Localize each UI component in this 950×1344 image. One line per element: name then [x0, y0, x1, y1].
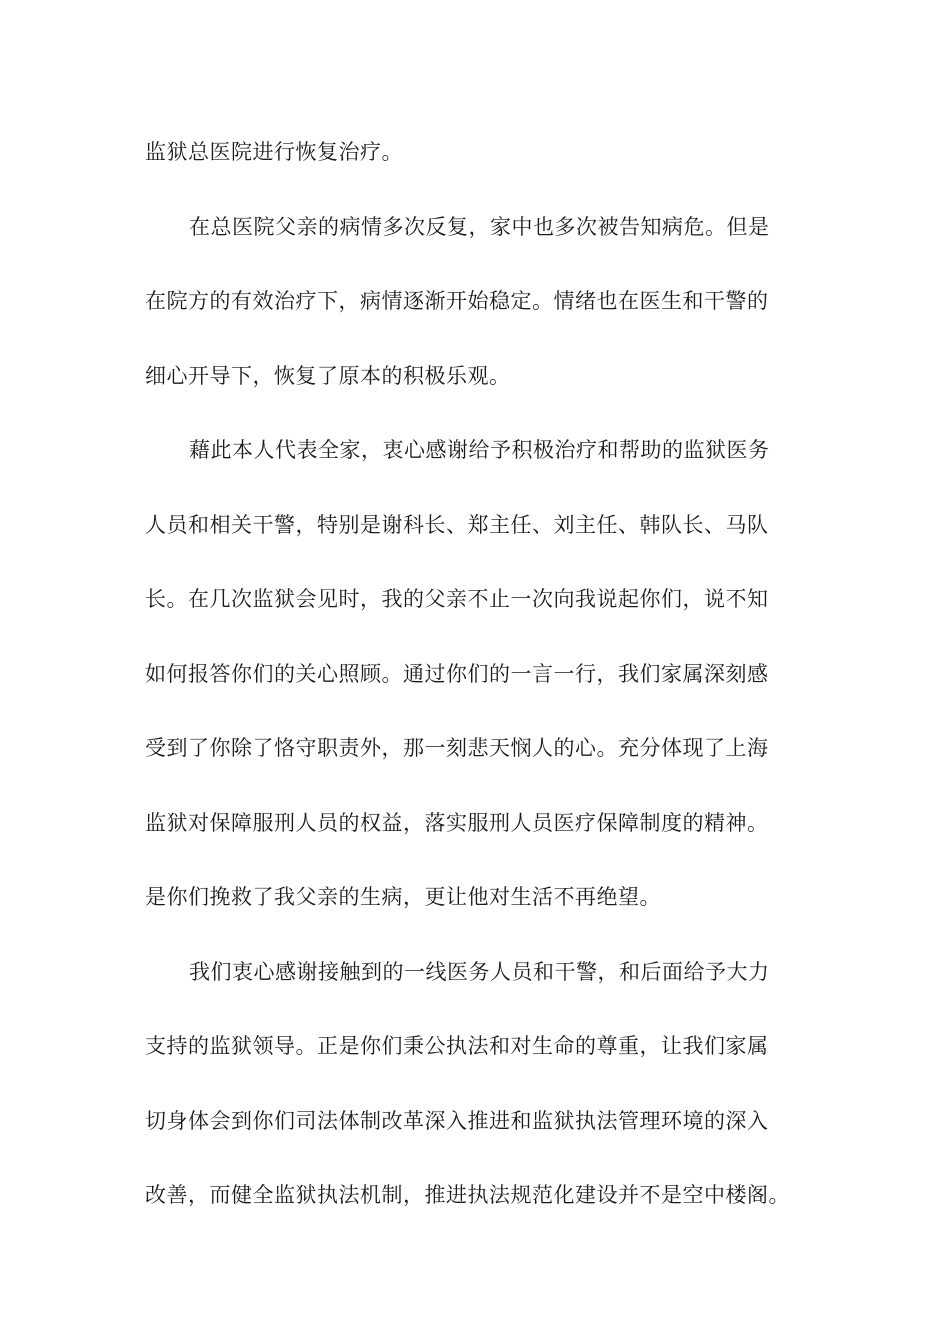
text-line: 是你们挽救了我父亲的生病，更让他对生活不再绝望。: [145, 885, 661, 909]
text-line: 藉此本人代表全家，衷心感谢给予积极治疗和帮助的监狱医务: [189, 438, 770, 462]
text-line: 人员和相关干警，特别是谢科长、郑主任、刘主任、韩队长、马队: [145, 512, 769, 537]
text-line: 在院方的有效治疗下，病情逐渐开始稳定。情绪也在医生和干警的: [145, 289, 769, 313]
text-line: 支持的监狱领导。正是你们秉公执法和对生命的尊重，让我们家属: [145, 1034, 769, 1058]
text-line: 我们衷心感谢接触到的一线医务人员和干警，和后面给予大力: [189, 959, 770, 984]
document-body: [145, 130, 825, 1248]
text-line: 在总医院父亲的病情多次反复，家中也多次被告知病危。但是: [189, 214, 770, 239]
text-line: 改善，而健全监狱执法机制，推进执法规范化建设并不是空中楼阁。: [145, 1183, 790, 1207]
text-line: 长。在几次监狱会见时，我的父亲不止一次向我说起你们，说不知: [145, 587, 769, 611]
text-line: 切身体会到你们司法体制改革深入推进和监狱执法管理环境的深入: [145, 1108, 769, 1133]
text-line: 监狱对保障服刑人员的权益，落实服刑人员医疗保障制度的精神。: [145, 810, 769, 835]
text-line: 如何报答你们的关心照顾。通过你们的一言一行，我们家属深刻感: [145, 661, 769, 686]
text-line: 监狱总医院进行恢复治疗。: [145, 140, 403, 164]
text-line: 受到了你除了恪守职责外，那一刻悲天悯人的心。充分体现了上海: [145, 736, 769, 760]
text-line: 细心开导下，恢复了原本的积极乐观。: [145, 363, 511, 388]
